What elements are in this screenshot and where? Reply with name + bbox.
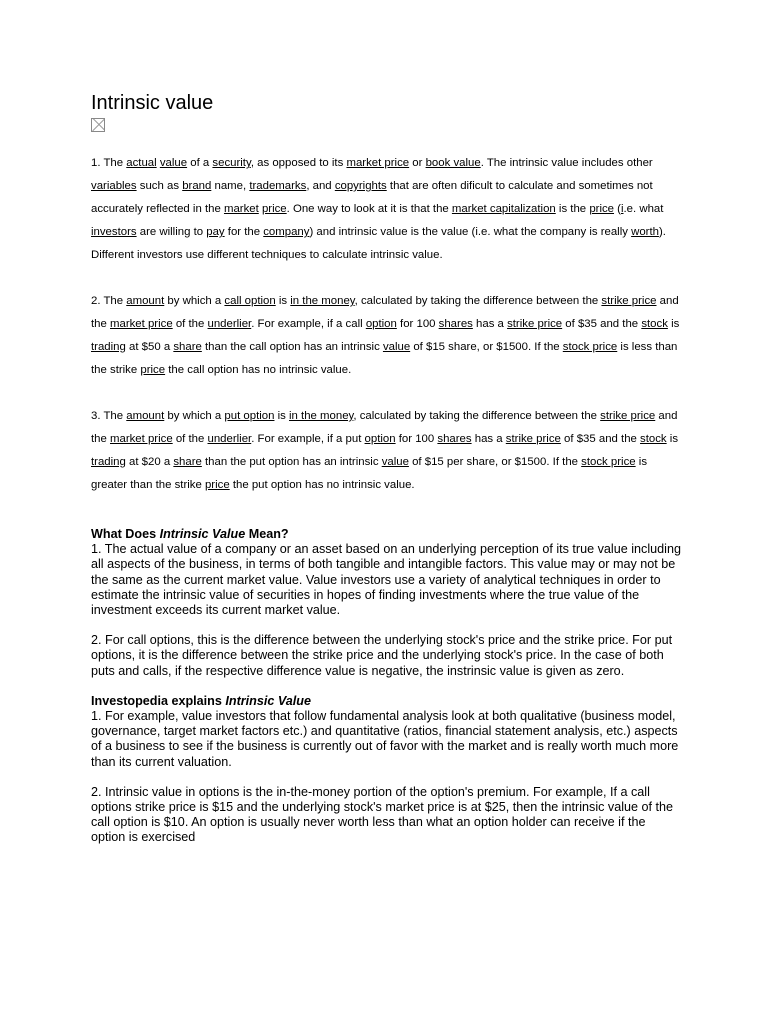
term-link[interactable]: amount bbox=[126, 295, 165, 307]
term-link[interactable]: market price bbox=[346, 157, 410, 169]
definition-text: is bbox=[667, 318, 680, 330]
term-link[interactable]: market price bbox=[110, 318, 173, 330]
definition-text: ( bbox=[614, 203, 621, 215]
definition-text: ). Different investors use different techniques to calculate intrinsic value. bbox=[91, 226, 666, 261]
definition-text: of $15 per share, or $1500. If the bbox=[408, 456, 582, 468]
definition-2 bbox=[91, 290, 681, 382]
term-link[interactable]: price bbox=[589, 203, 615, 215]
definition-text: the call option has no intrinsic value. bbox=[165, 364, 352, 376]
definition-text: has a bbox=[472, 318, 508, 330]
definition-text: is bbox=[274, 410, 290, 422]
definition-text: . One way to look at it is that the bbox=[286, 203, 452, 215]
term-link[interactable]: actual bbox=[126, 157, 157, 169]
term-link[interactable]: stock bbox=[641, 318, 668, 330]
term-link[interactable]: price bbox=[261, 203, 287, 215]
term-link[interactable]: value bbox=[381, 456, 409, 468]
term-link[interactable]: put option bbox=[224, 410, 275, 422]
term-link[interactable]: share bbox=[173, 341, 202, 353]
definition-text: of $15 share, or $1500. If the bbox=[410, 341, 563, 353]
definition-text: for 100 bbox=[396, 318, 439, 330]
term-link[interactable]: stock price bbox=[581, 456, 636, 468]
definition-text: than the call option has an intrinsic bbox=[201, 341, 383, 353]
term-link[interactable]: price bbox=[140, 364, 166, 376]
term-link[interactable]: copyrights bbox=[334, 180, 387, 192]
definition-text: at $50 a bbox=[125, 341, 174, 353]
term-link[interactable]: stock price bbox=[562, 341, 618, 353]
document-page bbox=[91, 90, 681, 861]
term-link[interactable]: amount bbox=[126, 410, 165, 422]
definition-text: or bbox=[409, 157, 426, 169]
definition-text: is greater than the strike bbox=[91, 456, 648, 491]
definition-text: of the bbox=[172, 433, 208, 445]
term-link[interactable]: strike price bbox=[505, 433, 561, 445]
definition-text: and the bbox=[91, 410, 678, 445]
term-link[interactable]: option bbox=[365, 318, 397, 330]
definition-text: for 100 bbox=[395, 433, 438, 445]
term-link[interactable]: trademarks bbox=[249, 180, 307, 192]
definition-text: that are often dificult to calculate and sometimes not accurately reflected in the bbox=[91, 180, 653, 215]
term-link[interactable]: i bbox=[620, 203, 624, 215]
term-link[interactable]: variables bbox=[91, 180, 137, 192]
heading-emphasis: Intrinsic Value bbox=[159, 527, 246, 541]
definitions-section bbox=[91, 152, 681, 497]
term-link[interactable]: value bbox=[382, 341, 411, 353]
definition-text: , calculated by taking the difference between the bbox=[353, 410, 601, 422]
definition-text: name, bbox=[211, 180, 250, 192]
definition-3 bbox=[91, 405, 681, 497]
term-link[interactable]: option bbox=[364, 433, 396, 445]
definition-text: , calculated by taking the difference between the bbox=[354, 295, 602, 307]
term-link[interactable]: market price bbox=[110, 433, 173, 445]
term-link[interactable]: strike price bbox=[600, 410, 656, 422]
definition-text: . For example, if a put bbox=[251, 433, 365, 445]
definition-text: 3. The bbox=[91, 410, 127, 422]
definition-text: is bbox=[275, 295, 291, 307]
definition-text: .e. what bbox=[623, 203, 664, 215]
definition-text: of $35 and the bbox=[562, 318, 642, 330]
term-link[interactable]: shares bbox=[437, 433, 472, 445]
definition-text: . The intrinsic value includes other bbox=[480, 157, 653, 169]
definition-text: by which a bbox=[164, 410, 225, 422]
definition-text: ) and intrinsic value is the value (i.e. what the company is really bbox=[309, 226, 632, 238]
definition-text: . For example, if a call bbox=[251, 318, 366, 330]
definition-text: the put option has no intrinsic value. bbox=[229, 479, 415, 491]
definition-text: is less than the strike bbox=[91, 341, 678, 376]
explains-paragraph-2: 2. Intrinsic value in options is the in-the-money portion of the option's premium. For example, If a call options strike price is $15 and the underlying stock's market price is at $25, then the intrinsic value of the call option is $10. An option is usually never worth less than what an option holder can receive if the option is exercised bbox=[91, 784, 674, 845]
definition-1 bbox=[91, 152, 681, 267]
definition-text: are willing to bbox=[136, 226, 207, 238]
definition-text: 1. The bbox=[91, 157, 127, 169]
heading-text: What Does bbox=[91, 527, 160, 541]
definition-text: is the bbox=[555, 203, 590, 215]
definition-text: such as bbox=[136, 180, 183, 192]
definition-text: than the put option has an intrinsic bbox=[201, 456, 382, 468]
term-link[interactable]: strike price bbox=[601, 295, 657, 307]
definition-text: by which a bbox=[164, 295, 225, 307]
definition-text: 2. The bbox=[91, 295, 127, 307]
definition-text: of $35 and the bbox=[560, 433, 641, 445]
term-link[interactable]: worth bbox=[631, 226, 659, 238]
term-link[interactable]: brand bbox=[182, 180, 212, 192]
what-does-section bbox=[91, 527, 681, 846]
term-link[interactable]: market capitalization bbox=[451, 203, 556, 215]
definition-text: at $20 a bbox=[125, 456, 174, 468]
term-link[interactable]: security bbox=[212, 157, 251, 169]
definition-text: , and bbox=[306, 180, 335, 192]
definition-text: has a bbox=[471, 433, 506, 445]
term-link[interactable]: book value bbox=[425, 157, 481, 169]
term-link[interactable]: strike price bbox=[507, 318, 563, 330]
heading-text: Mean? bbox=[245, 527, 289, 541]
term-link[interactable]: share bbox=[173, 456, 202, 468]
definition-text: for the bbox=[224, 226, 264, 238]
term-link[interactable]: company bbox=[263, 226, 310, 238]
what-does-heading bbox=[91, 527, 681, 542]
term-link[interactable]: market bbox=[223, 203, 259, 215]
what-does-paragraph-1: 1. The actual value of a company or an asset based on an underlying perception of its true value including all aspects of the business, in terms of both tangible and intangible factors. This value may or may not be the same as the current market value. Value investors use a variety of analytical techniques in order to estimate the intrinsic value of securities in hopes of finding investments where the true value of the investment exceeds its current market value. bbox=[91, 542, 681, 618]
term-link[interactable]: trading bbox=[91, 341, 126, 353]
definition-text: of the bbox=[172, 318, 208, 330]
term-link[interactable]: trading bbox=[91, 456, 126, 468]
what-does-paragraph-2: 2. For call options, this is the difference between the underlying stock's price and the strike price. For put options, it is the difference between the strike price and the underlying stock's price. In the case of both puts and calls, if the respective difference value is negative, the instrinsic value is given as zero. bbox=[91, 633, 673, 678]
term-link[interactable]: call option bbox=[224, 295, 276, 307]
heading-text: Investopedia explains bbox=[91, 693, 226, 708]
term-link[interactable]: stock bbox=[640, 433, 667, 445]
term-link[interactable]: in the money bbox=[289, 410, 354, 422]
explains-paragraph-1: 1. For example, value investors that follow fundamental analysis look at both qualitative (business model, governance, target market factors etc.) and quantitative (ratios, financial statement analysis, etc.) aspects of a business to see if the business is currently out of favor with the market and is really worth much more than its current valuation. bbox=[91, 709, 679, 769]
term-link[interactable]: value bbox=[159, 157, 188, 169]
term-link[interactable]: shares bbox=[438, 318, 473, 330]
broken-image-icon bbox=[91, 118, 105, 132]
explains-heading bbox=[91, 694, 681, 709]
term-link[interactable]: underlier bbox=[207, 318, 252, 330]
definition-text: , as opposed to its bbox=[250, 157, 347, 169]
term-link[interactable]: pay bbox=[206, 226, 225, 238]
term-link[interactable]: price bbox=[204, 479, 230, 491]
definition-text: is bbox=[666, 433, 679, 445]
term-link[interactable]: in the money bbox=[290, 295, 355, 307]
term-link[interactable]: underlier bbox=[207, 433, 252, 445]
page-title: Intrinsic value bbox=[91, 92, 214, 114]
term-link[interactable]: investors bbox=[91, 226, 137, 238]
heading-emphasis: Intrinsic Value bbox=[225, 693, 312, 708]
definition-text: and the bbox=[91, 295, 679, 330]
definition-text: of a bbox=[187, 157, 213, 169]
